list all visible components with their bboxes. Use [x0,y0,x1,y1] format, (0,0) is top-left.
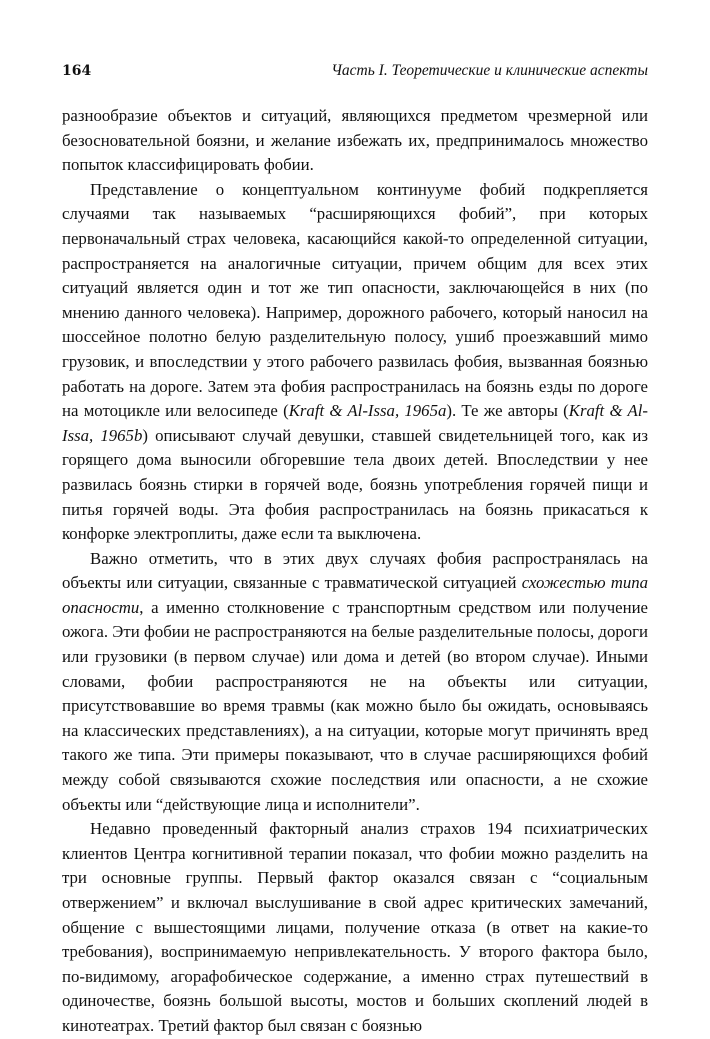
page-number: 164 [62,63,92,79]
text-run: ) описывают случай девушки, ставшей свидетельницей того, как из горящего дома выносили обгоревшие тела двоих детей. Впоследствии у нее развилась боязнь стирки в горячей воде, боязнь употребления горячей пищи и питья горячей воды. Эта фобия распространилась на боязнь прикасаться к конфорке электроплиты, даже если та выключена. [62,425,648,544]
body-text [62,104,648,1039]
running-title: Часть I. Теоретические и клинические аспекты [331,62,648,79]
italic-text: Kraft & Al-Issa, 1965a [288,401,447,421]
paragraph [62,817,648,1038]
italic-text: Kraft & Al-Issa, 1965b [62,401,648,445]
italic-text: схожестью типа опасности [62,573,648,617]
text-run: Недавно проведенный факторный анализ страхов 194 психиатрических клиентов Центра когнитивной терапии показал, что фобии можно разделить на три основные группы. Первый фактор оказался связан с “социальным отвержением” и включал выслушивание в свой адрес критических замечаний, общение с вышестоящими лицами, получение отказа (в ответ на какие-то требования), воспринимаемую непривлекательность. У второго фактора было, по-видимому, агорафобическое содержание, а именно страх путешествий в одиночестве, боязнь большой высоты, мостов и больших скоплений людей в кинотеатрах. Третий фактор был связан с боязнью [62,819,648,1035]
text-run: Важно отметить, что в этих двух случаях фобия распространялась на объекты или ситуации, связанные с травматической ситуацией [62,548,648,593]
text-run: , а именно столкновение с транспортным средством или получение ожога. Эти фобии не распространяются на белые разделительные полосы, дороги или грузовики (в первом случае) или дома и детей (во втором случае). Иными словами, фобии распространяются не на объекты или ситуации, присутствовавшие во время травмы (как можно было бы ожидать, основываясь на классических представлениях), а на ситуации, которые могут причинять вред такого же типа. Эти примеры показывают, что в случае расширяющихся фобий между собой связываются схожие последствия или опасности, а не схожие объекты или “действующие лица и исполнители”. [62,597,648,814]
text-run: Представление о концептуальном континууме фобий подкрепляется случаями так называемых “расширяющихся фобий”, при которых первоначальный страх человека, касающийся какой-то определенной ситуации, распространяется на аналогичные ситуации, причем общим для всех этих ситуаций является один и тот же тип опасности, заключающейся в них (по мнению данного человека). Например, дорожного рабочего, который наносил на шоссейное полотно белую разделительную полосу, ушиб проезжавший мимо грузовик, и впоследствии у этого рабочего развилась фобия, вызванная боязнью работать на дороге. Затем эта фобия распространилась на боязнь езды по дороге на мотоцикле или велосипеде ( [62,179,648,421]
paragraph [62,104,648,178]
paragraph [62,178,648,547]
text-run: разнообразие объектов и ситуаций, являющихся предметом чрезмерной или безосновательной боязни, и желание избежать их, предпринималось множество попыток классифицировать фобии. [62,106,648,175]
book-page [62,62,648,1039]
running-head [62,62,648,86]
text-run: ). Те же авторы ( [446,401,569,421]
paragraph [62,547,648,818]
